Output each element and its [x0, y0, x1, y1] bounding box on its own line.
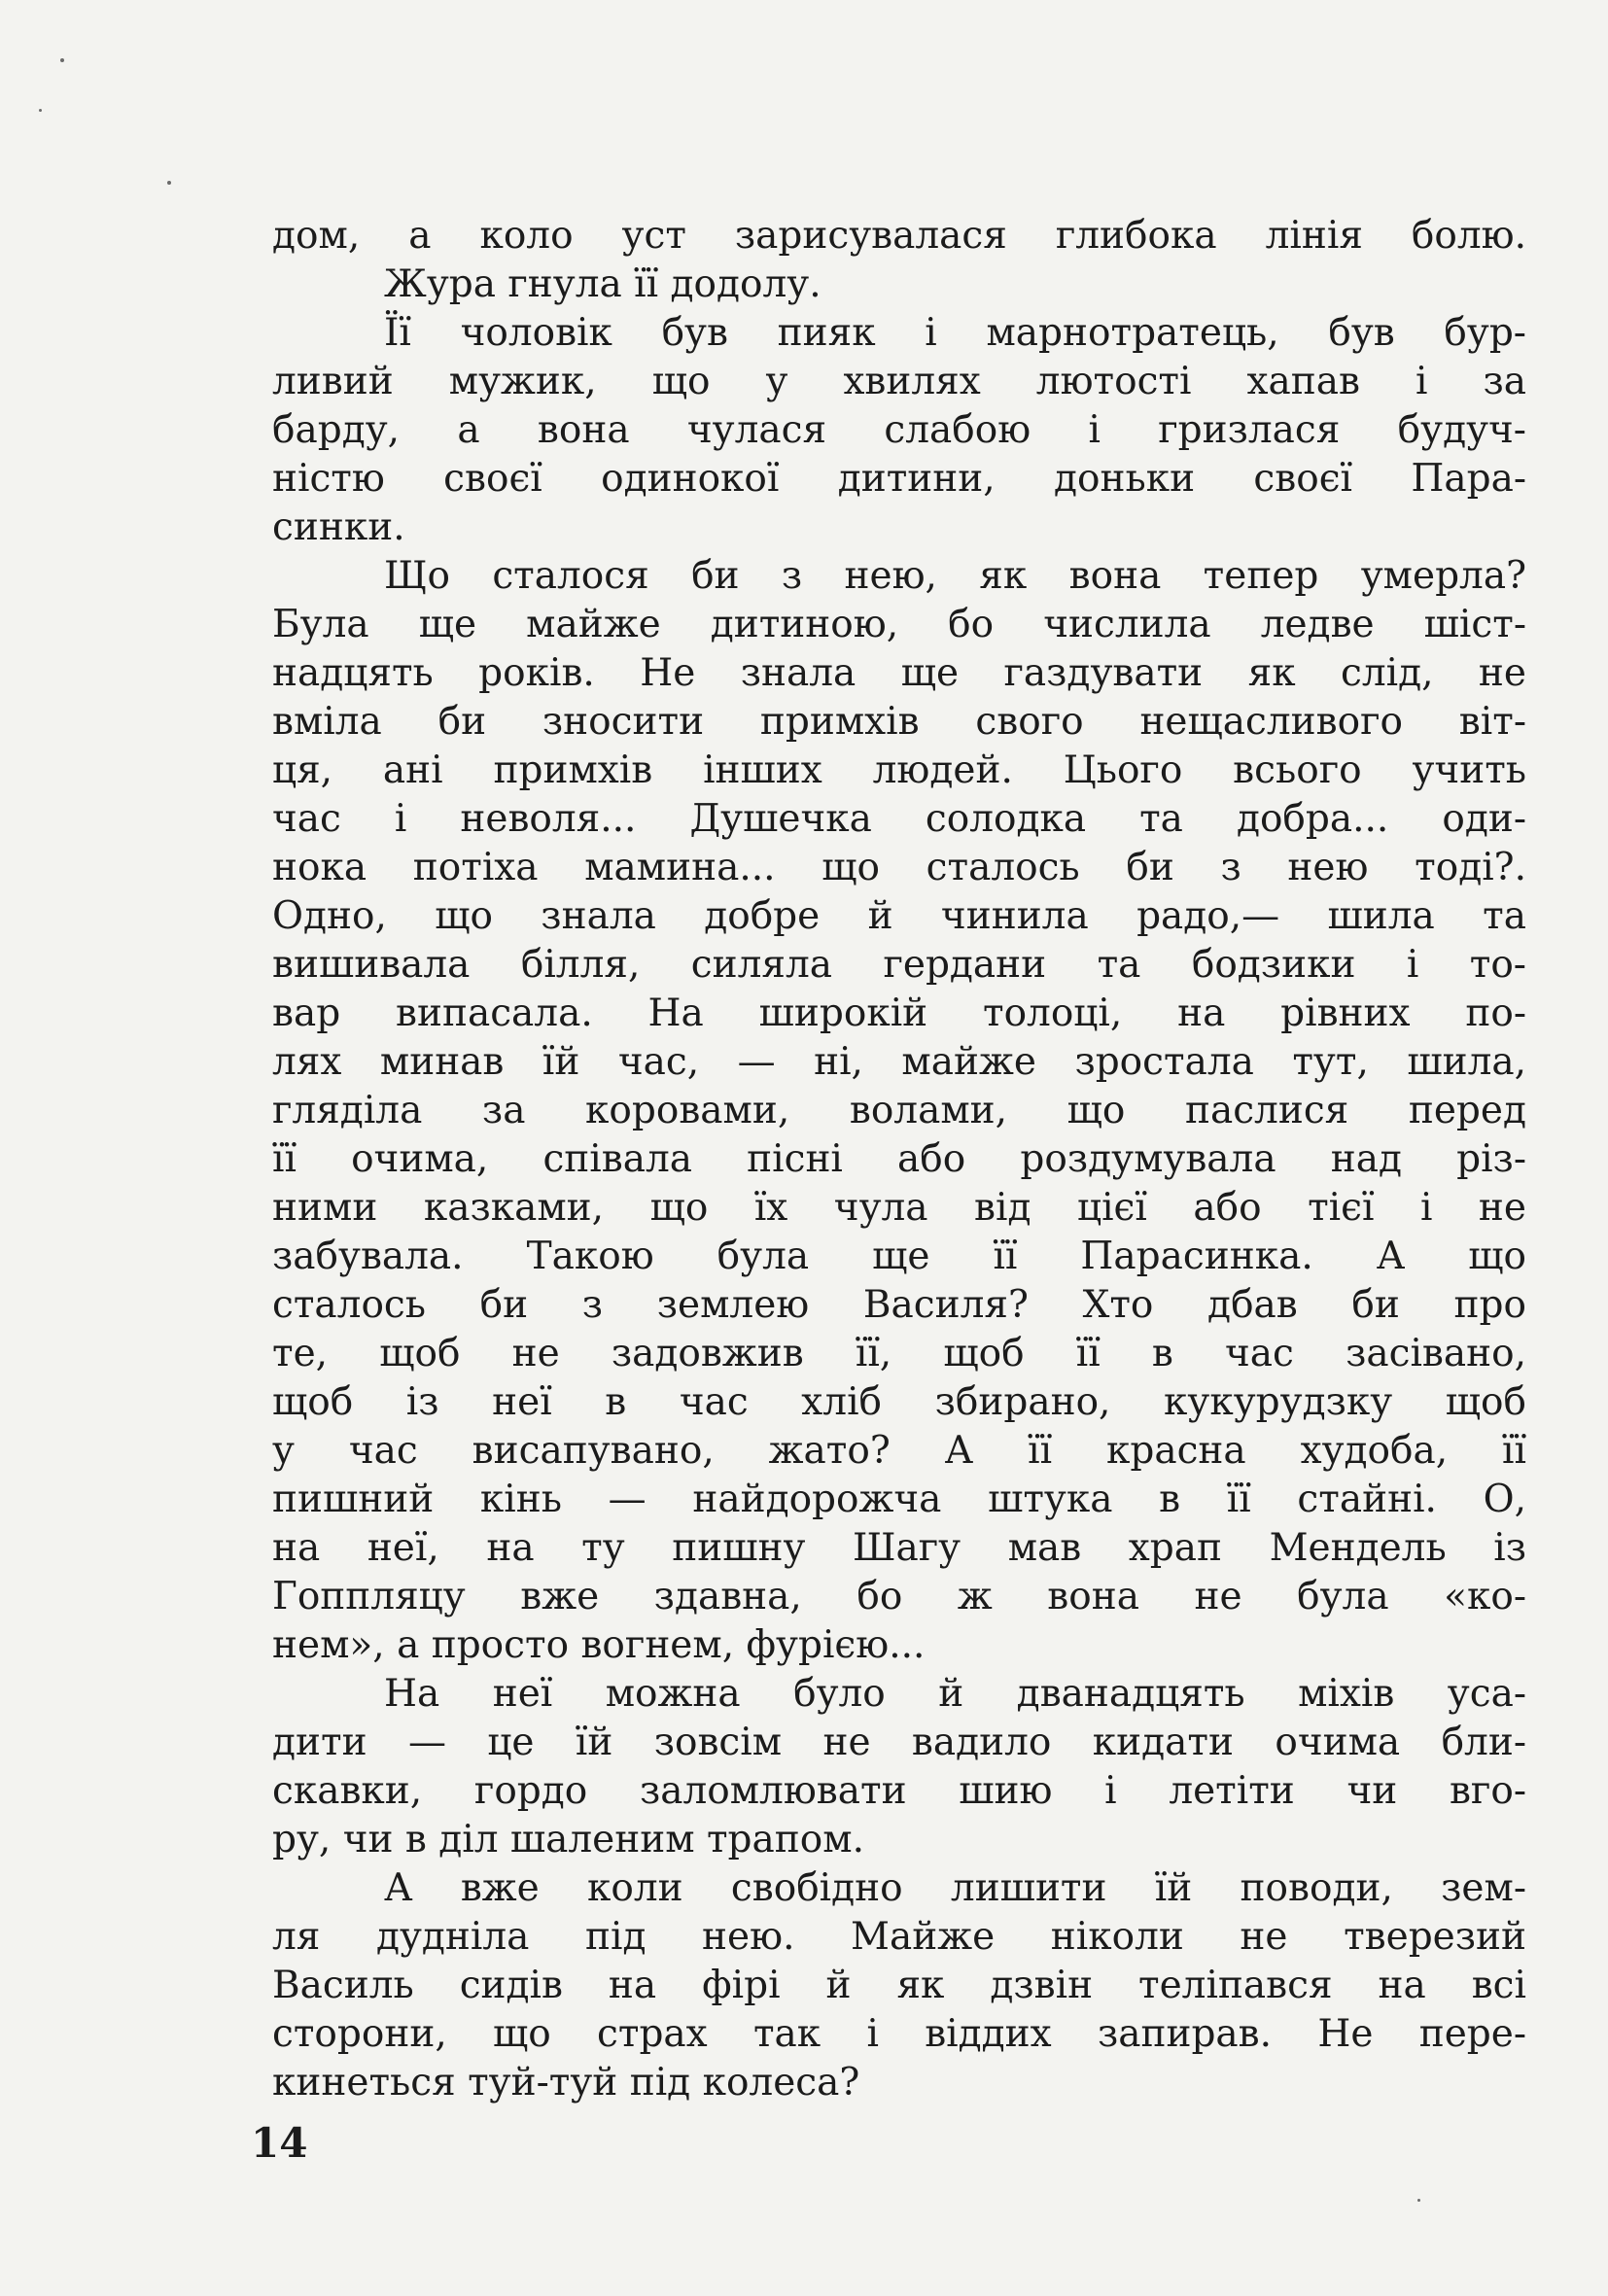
text-line: А вже коли свобідно лишити їй поводи, зем-: [384, 1866, 1526, 1910]
text-line: на неї, на ту пишну Шагу мав храп Мендель із: [272, 1526, 1526, 1570]
page-number: 14: [251, 2119, 308, 2167]
text-line: сторони, що страх так і віддих запирав. Не пере-: [272, 2012, 1526, 2056]
text-line: барду, а вона чулася слабою і гризлася будуч-: [272, 408, 1526, 452]
text-line: дом, а коло уст зарисувалася глибока лінія болю.: [272, 214, 1526, 258]
text-line: На неї можна було й дванадцять міхів уса-: [384, 1672, 1526, 1716]
text-line: у час висапувано, жато? А її красна худоба, її: [272, 1429, 1526, 1473]
text-line: ливий мужик, що у хвилях лютості хапав і за: [272, 360, 1526, 403]
text-line: те, щоб не задовжив її, щоб її в час засівано,: [272, 1332, 1526, 1375]
body-text: [272, 212, 1526, 2107]
text-line: ля дудніла під нею. Майже ніколи не тверезий: [272, 1915, 1526, 1959]
text-line: час і неволя... Душечка солодка та добра... оди-: [272, 797, 1526, 841]
text-line: нем», а просто вогнем, фурією...: [272, 1623, 926, 1667]
text-line: дити — це їй зовсім не вадило кидати очима бли-: [272, 1721, 1526, 1764]
text-line: сталось би з землею Василя? Хто дбав би про: [272, 1283, 1526, 1327]
text-line: Її чоловік був пияк і марнотратець, був бур-: [384, 311, 1526, 355]
paper-speck: [39, 109, 42, 112]
text-line: Була ще майже дитиною, бо числила ледве шіст-: [272, 603, 1526, 646]
text-line: Одно, що знала добре й чинила радо,— шила та: [272, 894, 1526, 938]
text-line: надцять років. Не знала ще газдувати як слід, не: [272, 651, 1526, 695]
text-line: вміла би зносити примхів свого нещасливого віт-: [272, 700, 1526, 744]
paper-speck: [60, 58, 64, 62]
text-line: Жура гнула її додолу.: [384, 262, 821, 306]
paper-speck: [1417, 2199, 1420, 2202]
text-line: щоб із неї в час хліб збирано, кукурудзку щоб: [272, 1380, 1526, 1424]
text-line: Гоппляцу вже здавна, бо ж вона не була «ко-: [272, 1575, 1526, 1618]
text-line: синки.: [272, 505, 405, 549]
text-line: Що сталося би з нею, як вона тепер умерла?: [384, 554, 1526, 598]
text-line: ру, чи в діл шаленим трапом.: [272, 1818, 864, 1861]
text-line: лях минав їй час, — ні, майже зростала тут, шила,: [272, 1040, 1526, 1084]
text-line: забувала. Такою була ще її Парасинка. А що: [272, 1235, 1526, 1278]
text-line: ними казками, що їх чула від цієї або тієї і не: [272, 1186, 1526, 1230]
text-line: Василь сидів на фірі й як дзвін теліпався на всі: [272, 1964, 1526, 2007]
text-line: ністю своєї одинокої дитини, доньки своєї Пара-: [272, 457, 1526, 501]
text-line: вар випасала. На широкій толоці, на рівних по-: [272, 991, 1526, 1035]
text-line: кинеться туй-туй під колеса?: [272, 2061, 860, 2105]
text-line: гляділа за коровами, волами, що паслися перед: [272, 1089, 1526, 1132]
text-line: ця, ані примхів інших людей. Цього всього учить: [272, 748, 1526, 792]
text-line: її очима, співала пісні або роздумувала над різ-: [272, 1137, 1526, 1181]
text-line: пишний кінь — найдорожча штука в її стайні. О,: [272, 1478, 1526, 1521]
text-line: вишивала білля, силяла гердани та бодзики і то-: [272, 943, 1526, 987]
paper-speck: [167, 181, 171, 185]
text-line: скавки, гордо заломлювати шию і летіти чи вго-: [272, 1769, 1526, 1813]
text-line: нока потіха мамина... що сталось би з нею тоді?.: [272, 846, 1526, 889]
